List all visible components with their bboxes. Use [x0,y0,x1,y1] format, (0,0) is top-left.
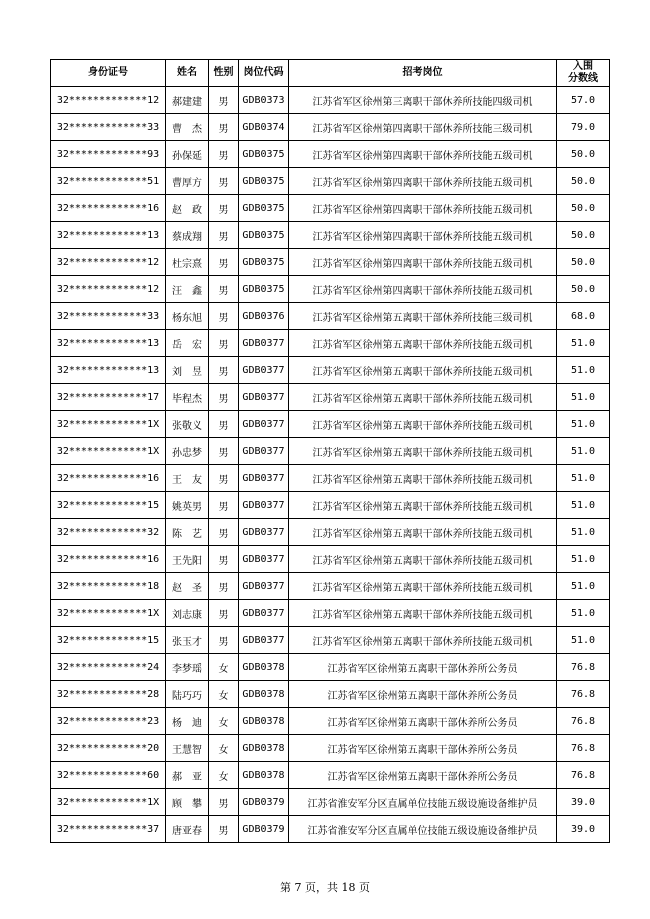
cell-id: 32*************12 [51,87,166,114]
cell-name: 王慧智 [166,735,209,762]
cell-gender: 男 [209,330,239,357]
cell-gender: 男 [209,627,239,654]
cell-score: 76.8 [557,681,610,708]
cell-id: 32*************15 [51,627,166,654]
cell-name: 刘 昱 [166,357,209,384]
cell-name: 孙忠梦 [166,438,209,465]
cell-id: 32*************32 [51,519,166,546]
cell-gender: 男 [209,600,239,627]
cell-score: 50.0 [557,249,610,276]
cell-post: 江苏省军区徐州第五离职干部休养所公务员 [289,735,557,762]
cell-score: 51.0 [557,600,610,627]
table-row [51,762,610,789]
cell-name: 赵 圣 [166,573,209,600]
table-row [51,249,610,276]
cell-gender: 男 [209,789,239,816]
table-row [51,438,610,465]
cell-code: GDB0377 [239,519,289,546]
cell-id: 32*************16 [51,465,166,492]
cell-name: 张玉才 [166,627,209,654]
cell-score: 51.0 [557,411,610,438]
candidate-table [50,59,610,843]
table-row [51,654,610,681]
cell-code: GDB0378 [239,654,289,681]
table-row [51,330,610,357]
table-row [51,87,610,114]
cell-code: GDB0379 [239,816,289,843]
cell-post: 江苏省军区徐州第五离职干部休养所公务员 [289,762,557,789]
cell-gender: 男 [209,573,239,600]
cell-gender: 男 [209,492,239,519]
cell-post: 江苏省军区徐州第五离职干部休养所技能五级司机 [289,330,557,357]
cell-code: GDB0377 [239,384,289,411]
cell-code: GDB0377 [239,573,289,600]
table-row [51,411,610,438]
table-row [51,816,610,843]
cell-gender: 男 [209,222,239,249]
cell-name: 张敬义 [166,411,209,438]
cell-id: 32*************12 [51,249,166,276]
cell-name: 杜宗熹 [166,249,209,276]
cell-score: 50.0 [557,276,610,303]
cell-id: 32*************13 [51,357,166,384]
cell-id: 32*************15 [51,492,166,519]
cell-name: 陆巧巧 [166,681,209,708]
table-row [51,573,610,600]
table-row [51,276,610,303]
cell-score: 51.0 [557,330,610,357]
cell-score: 51.0 [557,384,610,411]
table-row [51,519,610,546]
cell-post: 江苏省军区徐州第五离职干部休养所公务员 [289,681,557,708]
cell-gender: 男 [209,87,239,114]
cell-gender: 女 [209,654,239,681]
cell-post: 江苏省淮安军分区直属单位技能五级设施设备维护员 [289,816,557,843]
cell-code: GDB0377 [239,627,289,654]
header-id: 身份证号 [51,60,166,87]
table-row [51,141,610,168]
cell-post: 江苏省军区徐州第五离职干部休养所公务员 [289,654,557,681]
cell-name: 岳 宏 [166,330,209,357]
cell-score: 39.0 [557,789,610,816]
cell-post: 江苏省淮安军分区直属单位技能五级设施设备维护员 [289,789,557,816]
cell-code: GDB0378 [239,762,289,789]
cell-id: 32*************33 [51,303,166,330]
cell-code: GDB0377 [239,357,289,384]
cell-post: 江苏省军区徐州第五离职干部休养所技能五级司机 [289,546,557,573]
header-name: 姓名 [166,60,209,87]
cell-score: 50.0 [557,168,610,195]
cell-code: GDB0377 [239,330,289,357]
cell-id: 32*************33 [51,114,166,141]
cell-post: 江苏省军区徐州第五离职干部休养所公务员 [289,708,557,735]
cell-name: 陈 艺 [166,519,209,546]
cell-name: 毕程杰 [166,384,209,411]
cell-score: 51.0 [557,357,610,384]
table-row [51,627,610,654]
cell-gender: 男 [209,249,239,276]
cell-post: 江苏省军区徐州第五离职干部休养所技能五级司机 [289,600,557,627]
header-post: 招考岗位 [289,60,557,87]
cell-name: 杨 迪 [166,708,209,735]
cell-gender: 男 [209,303,239,330]
cell-code: GDB0378 [239,735,289,762]
cell-gender: 男 [209,384,239,411]
cell-code: GDB0375 [239,141,289,168]
cell-post: 江苏省军区徐州第五离职干部休养所技能五级司机 [289,573,557,600]
cell-code: GDB0377 [239,600,289,627]
header-row [51,60,610,87]
cell-score: 76.8 [557,735,610,762]
header-code: 岗位代码 [239,60,289,87]
table-row [51,168,610,195]
cell-gender: 女 [209,762,239,789]
cell-score: 57.0 [557,87,610,114]
cell-name: 郝建建 [166,87,209,114]
page-footer: 第 7 页，共 18 页 [280,881,370,894]
cell-id: 32*************60 [51,762,166,789]
cell-score: 51.0 [557,519,610,546]
table-body [51,87,610,843]
cell-post: 江苏省军区徐州第五离职干部休养所技能五级司机 [289,627,557,654]
cell-name: 汪 鑫 [166,276,209,303]
cell-score: 76.8 [557,708,610,735]
cell-gender: 男 [209,141,239,168]
cell-score: 76.8 [557,762,610,789]
cell-name: 刘志康 [166,600,209,627]
cell-id: 32*************24 [51,654,166,681]
cell-code: GDB0373 [239,87,289,114]
cell-id: 32*************13 [51,330,166,357]
cell-score: 76.8 [557,654,610,681]
cell-code: GDB0374 [239,114,289,141]
header-score [557,60,610,87]
header-score-line2: 分数线 [568,73,598,84]
cell-name: 郝 亚 [166,762,209,789]
table-row [51,357,610,384]
cell-code: GDB0375 [239,222,289,249]
cell-gender: 女 [209,708,239,735]
table-row [51,600,610,627]
cell-gender: 男 [209,465,239,492]
table-row [51,708,610,735]
cell-code: GDB0376 [239,303,289,330]
cell-score: 50.0 [557,222,610,249]
cell-post: 江苏省军区徐州第五离职干部休养所技能五级司机 [289,492,557,519]
cell-id: 32*************1X [51,411,166,438]
cell-code: GDB0375 [239,249,289,276]
cell-code: GDB0375 [239,276,289,303]
table-row [51,735,610,762]
cell-id: 32*************16 [51,195,166,222]
cell-id: 32*************17 [51,384,166,411]
cell-post: 江苏省军区徐州第三离职干部休养所技能四级司机 [289,87,557,114]
cell-gender: 女 [209,681,239,708]
cell-post: 江苏省军区徐州第四离职干部休养所技能三级司机 [289,114,557,141]
cell-id: 32*************16 [51,546,166,573]
cell-gender: 男 [209,411,239,438]
cell-name: 孙保延 [166,141,209,168]
cell-gender: 男 [209,168,239,195]
table-row [51,492,610,519]
cell-post: 江苏省军区徐州第五离职干部休养所技能三级司机 [289,303,557,330]
table-row [51,546,610,573]
cell-gender: 男 [209,114,239,141]
table-row [51,114,610,141]
cell-name: 赵 政 [166,195,209,222]
cell-gender: 女 [209,735,239,762]
cell-id: 32*************13 [51,222,166,249]
table-row [51,222,610,249]
cell-gender: 男 [209,195,239,222]
cell-id: 32*************12 [51,276,166,303]
cell-score: 50.0 [557,195,610,222]
cell-gender: 男 [209,816,239,843]
cell-code: GDB0377 [239,546,289,573]
cell-name: 曹厚方 [166,168,209,195]
cell-gender: 男 [209,357,239,384]
cell-code: GDB0377 [239,438,289,465]
cell-post: 江苏省军区徐州第四离职干部休养所技能五级司机 [289,222,557,249]
cell-post: 江苏省军区徐州第四离职干部休养所技能五级司机 [289,195,557,222]
cell-code: GDB0375 [239,195,289,222]
cell-score: 39.0 [557,816,610,843]
cell-code: GDB0379 [239,789,289,816]
cell-code: GDB0378 [239,681,289,708]
table-row [51,303,610,330]
table-row [51,384,610,411]
table-row [51,789,610,816]
table-header [51,60,610,87]
table-row [51,465,610,492]
cell-post: 江苏省军区徐州第四离职干部休养所技能五级司机 [289,141,557,168]
table-row [51,681,610,708]
cell-score: 51.0 [557,438,610,465]
cell-score: 51.0 [557,492,610,519]
cell-score: 50.0 [557,141,610,168]
cell-id: 32*************18 [51,573,166,600]
cell-name: 顾 攀 [166,789,209,816]
cell-code: GDB0375 [239,168,289,195]
cell-post: 江苏省军区徐州第四离职干部休养所技能五级司机 [289,276,557,303]
cell-name: 杨东旭 [166,303,209,330]
cell-score: 68.0 [557,303,610,330]
cell-score: 51.0 [557,546,610,573]
cell-gender: 男 [209,438,239,465]
cell-name: 蔡成翔 [166,222,209,249]
header-score-line1: 入围 [573,61,593,72]
cell-post: 江苏省军区徐州第五离职干部休养所技能五级司机 [289,465,557,492]
cell-gender: 男 [209,546,239,573]
cell-post: 江苏省军区徐州第五离职干部休养所技能五级司机 [289,411,557,438]
cell-gender: 男 [209,519,239,546]
cell-id: 32*************20 [51,735,166,762]
cell-gender: 男 [209,276,239,303]
cell-score: 51.0 [557,573,610,600]
cell-id: 32*************1X [51,789,166,816]
cell-post: 江苏省军区徐州第五离职干部休养所技能五级司机 [289,438,557,465]
cell-id: 32*************1X [51,438,166,465]
cell-code: GDB0377 [239,492,289,519]
cell-post: 江苏省军区徐州第五离职干部休养所技能五级司机 [289,384,557,411]
cell-id: 32*************37 [51,816,166,843]
cell-name: 曹 杰 [166,114,209,141]
cell-post: 江苏省军区徐州第五离职干部休养所技能五级司机 [289,519,557,546]
cell-code: GDB0377 [239,465,289,492]
cell-name: 李梦瑶 [166,654,209,681]
header-gender: 性别 [209,60,239,87]
cell-id: 32*************93 [51,141,166,168]
cell-score: 79.0 [557,114,610,141]
cell-score: 51.0 [557,627,610,654]
table-row [51,195,610,222]
cell-name: 唐亚春 [166,816,209,843]
cell-code: GDB0378 [239,708,289,735]
cell-name: 王先阳 [166,546,209,573]
cell-post: 江苏省军区徐州第四离职干部休养所技能五级司机 [289,249,557,276]
cell-post: 江苏省军区徐州第五离职干部休养所技能五级司机 [289,357,557,384]
cell-name: 王 友 [166,465,209,492]
cell-post: 江苏省军区徐州第四离职干部休养所技能五级司机 [289,168,557,195]
cell-id: 32*************1X [51,600,166,627]
cell-id: 32*************28 [51,681,166,708]
cell-id: 32*************51 [51,168,166,195]
cell-name: 姚英男 [166,492,209,519]
cell-score: 51.0 [557,465,610,492]
cell-code: GDB0377 [239,411,289,438]
cell-id: 32*************23 [51,708,166,735]
